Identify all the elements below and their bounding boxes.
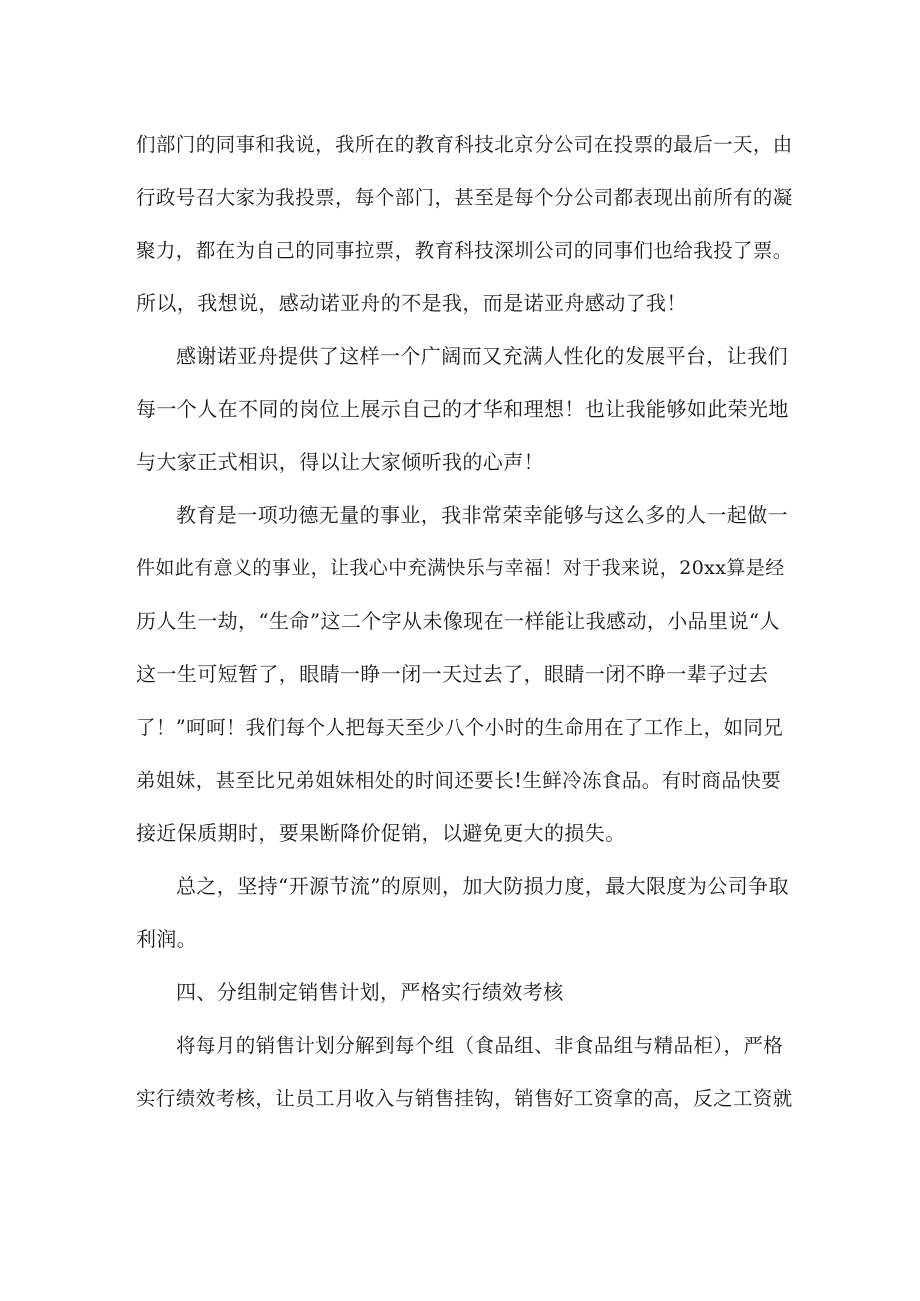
paragraph-first-line: 将每月的销售计划分解到每个组（食品组、非食品组与精品柜），严格: [176, 1034, 784, 1057]
text-line: 接近保质期时，要果断降价促销，以避免更大的损失。: [136, 821, 626, 845]
section-heading: 四、分组制定销售计划，严格实行绩效考核: [176, 980, 564, 1004]
body-text: [136, 118, 796, 1125]
text-line: 了！”呵呵！我们每个人把每天至少八个小时的生命用在了工作上，如同兄: [136, 716, 784, 739]
text-line: 们部门的同事和我说，我所在的教育科技北京分公司在投票的最后一天，由: [136, 133, 793, 156]
paragraph-first-line: 感谢诺亚舟提供了这样一个广阔而又充满人性化的发展平台，让我们: [176, 344, 788, 368]
text-line: 历人生一劫，“生命”这二个字从未像现在一样能让我感动，小品里说“人: [136, 609, 780, 633]
text-line: 每一个人在不同的岗位上展示自己的才华和理想！也让我能够如此荣光地: [136, 397, 789, 421]
text-line: 聚力，都在为自己的同事拉票，教育科技深圳公司的同事们也给我投了票。: [136, 239, 793, 262]
text-line: 这一生可短暂了，眼睛一睁一闭一天过去了，眼睛一闭不睁一辈子过去: [136, 662, 769, 686]
text-line: 所以，我想说，感动诺亚舟的不是我，而是诺亚舟感动了我！: [136, 291, 687, 315]
text-line: 利润。: [136, 927, 198, 951]
paragraph-first-line: 教育是一项功德无量的事业，我非常荣幸能够与这么多的人一起做一: [176, 503, 788, 527]
text-line: 件如此有意义的事业，让我心中充满快乐与幸福！对于我来说，20xx算是经: [136, 557, 785, 579]
paragraph-first-line: 总之，坚持“开源节流”的原则，加大防损力度，最大限度为公司争取: [176, 874, 789, 898]
text-line: 实行绩效考核，让员工月收入与销售挂钩，销售好工资拿的高，反之工资就: [136, 1087, 793, 1110]
text-line: 行政号召大家为我投票，每个部门，甚至是每个分公司都表现出前所有的凝: [136, 186, 793, 209]
text-line: 弟姐妹，甚至比兄弟姐妹相处的时间还要长!生鲜冷冻食品。有时商品快要: [136, 769, 782, 792]
text-line: 与大家正式相识，得以让大家倾听我的心声！: [136, 450, 544, 474]
